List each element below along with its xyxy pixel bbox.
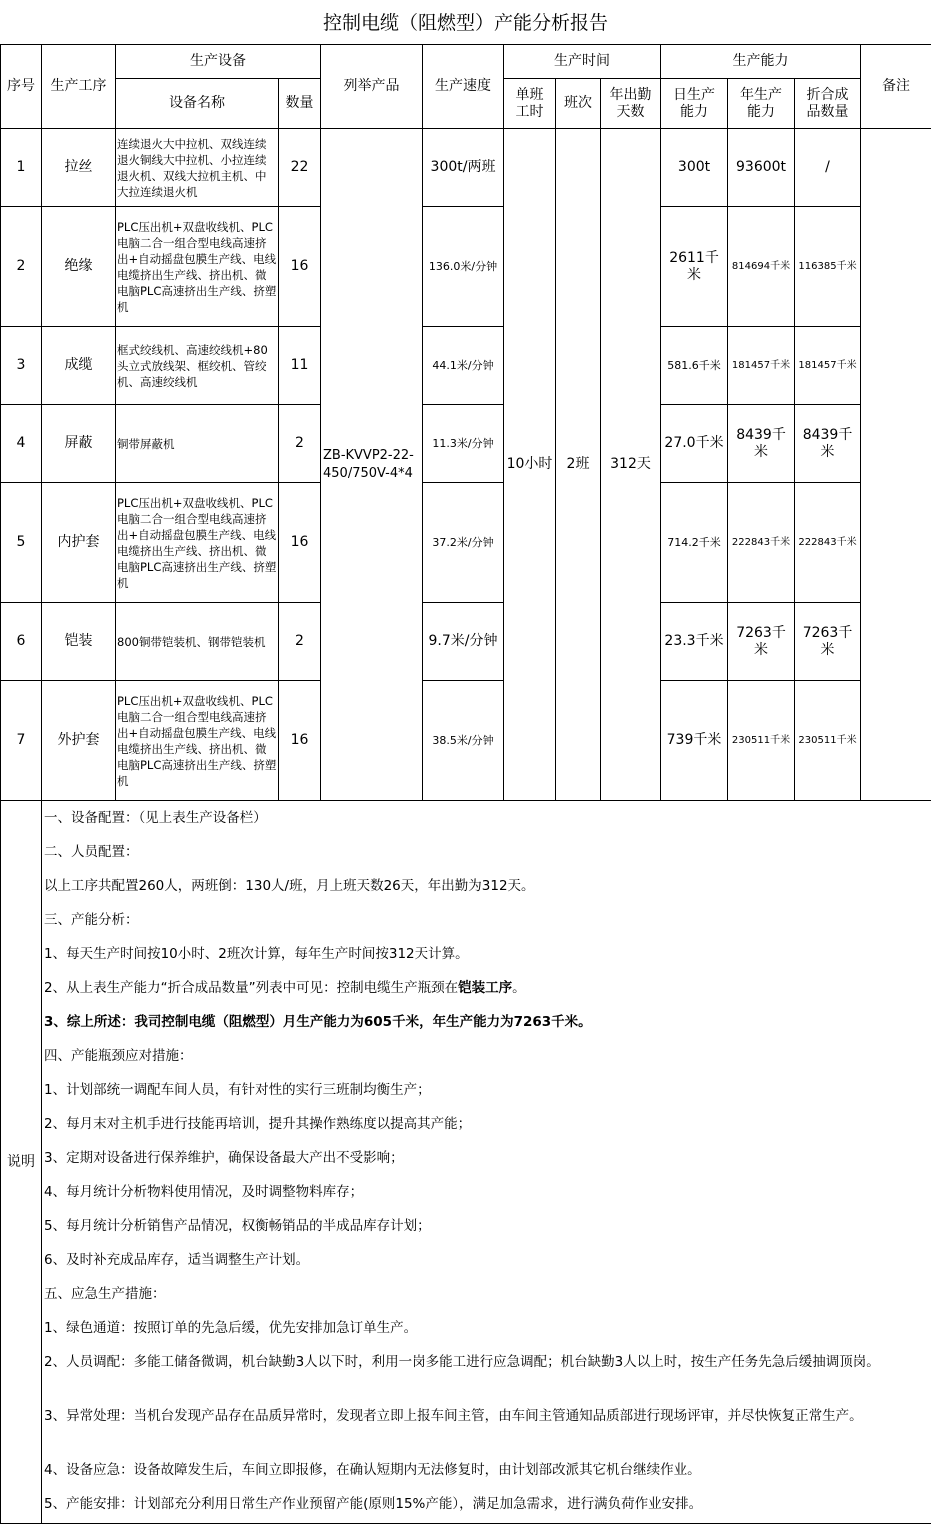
cell-daily: 714.2千米 (661, 483, 728, 603)
cell-converted: / (795, 129, 861, 207)
note-line: 2、每月末对主机手进行技能再培训，提升其操作熟练度以提高其产能； (42, 1115, 471, 1133)
cell-converted: 8439千米 (795, 405, 861, 483)
cell-seq: 5 (1, 483, 42, 603)
header-capacity-group: 生产能力 (661, 45, 861, 79)
cell-qty: 22 (279, 129, 321, 207)
header-equipment-group: 生产设备 (116, 45, 321, 79)
cell-shift-hours: 10小时 (504, 129, 556, 801)
cell-daily: 739千米 (661, 681, 728, 801)
note-line: 3、定期对设备进行保养维护，确保设备最大产出不受影响； (42, 1149, 404, 1167)
note-line (42, 979, 526, 997)
cell-qty: 11 (279, 327, 321, 405)
cell-equipment: 800铜带铠装机、钢带铠装机 (116, 603, 279, 681)
cell-speed: 11.3米/分钟 (423, 405, 504, 483)
note-line: 5、每月统计分析销售产品情况，权衡畅销品的半成品库存计划； (42, 1217, 431, 1235)
cell-equipment: PLC压出机+双盘收线机、PLC电脑二合一组合型电线高速挤出+自动摇盘包膜生产线、电线电缆挤出生产线、挤出机、微电脑PLC高速挤出生产线、挤塑机 (116, 483, 279, 603)
note-highlight: 铠装工序 (458, 980, 512, 996)
cell-shifts: 2班 (556, 129, 601, 801)
cell-process: 外护套 (42, 681, 116, 801)
note-line: 以上工序共配置260人，两班倒：130人/班，月上班天数26天，年出勤为312天。 (42, 877, 535, 895)
cell-process: 成缆 (42, 327, 116, 405)
cell-qty: 16 (279, 207, 321, 327)
cell-daily: 581.6千米 (661, 327, 728, 405)
header-process: 生产工序 (42, 45, 116, 129)
table-row (1, 681, 931, 801)
header-remark: 备注 (861, 45, 931, 129)
cell-process: 内护套 (42, 483, 116, 603)
cell-annual: 222843千米 (728, 483, 795, 603)
cell-product: ZB-KVVP2-22-450/750V-4*4 (321, 129, 423, 801)
note-line: 4、每月统计分析物料使用情况，及时调整物料库存； (42, 1183, 363, 1201)
cell-qty: 16 (279, 483, 321, 603)
cell-speed: 37.2米/分钟 (423, 483, 504, 603)
note-line: 6、及时补充成品库存，适当调整生产计划。 (42, 1251, 309, 1269)
note-line: 2、人员调配：多能工储备微调，机台缺勤3人以下时，利用一岗多能工进行应急调配；机台缺勤3人以上时，按生产任务先急后缓抽调顶岗。 (42, 1353, 920, 1371)
header-equipment-name: 设备名称 (116, 79, 279, 129)
header-seq: 序号 (1, 45, 42, 129)
header-speed: 生产速度 (423, 45, 504, 129)
table-row (1, 483, 931, 603)
note-line: 二、人员配置： (42, 843, 139, 861)
cell-annual: 814694千米 (728, 207, 795, 327)
cell-daily: 300t (661, 129, 728, 207)
cell-converted: 181457千米 (795, 327, 861, 405)
cell-speed: 136.0米/分钟 (423, 207, 504, 327)
cell-remark (861, 129, 931, 801)
note-text: 2、从上表生产能力“折合成品数量”列表中可见：控制电缆生产瓶颈在 (44, 980, 458, 996)
header-shifts: 班次 (556, 79, 601, 129)
cell-annual: 230511千米 (728, 681, 795, 801)
cell-seq: 6 (1, 603, 42, 681)
report-title: 控制电缆（阻燃型）产能分析报告 (0, 0, 931, 44)
cell-daily: 2611千米 (661, 207, 728, 327)
capacity-table (0, 44, 931, 1524)
note-line: 1、计划部统一调配车间人员，有针对性的实行三班制均衡生产； (42, 1081, 431, 1099)
cell-speed: 9.7米/分钟 (423, 603, 504, 681)
cell-seq: 1 (1, 129, 42, 207)
note-line: 四、产能瓶颈应对措施： (42, 1047, 193, 1065)
header-row-1 (1, 45, 931, 79)
table-row (1, 405, 931, 483)
header-product: 列举产品 (321, 45, 423, 129)
note-line: 一、设备配置：（见上表生产设备栏） (42, 809, 267, 827)
cell-process: 绝缘 (42, 207, 116, 327)
header-annual-days: 年出勤 天数 (601, 79, 661, 129)
header-converted-qty: 折合成 品数量 (795, 79, 861, 129)
cell-speed: 38.5米/分钟 (423, 681, 504, 801)
cell-converted: 116385千米 (795, 207, 861, 327)
cell-speed: 44.1米/分钟 (423, 327, 504, 405)
notes-content (42, 801, 931, 1524)
cell-annual: 8439千米 (728, 405, 795, 483)
cell-seq: 3 (1, 327, 42, 405)
note-line: 三、产能分析： (42, 911, 139, 929)
cell-daily: 23.3千米 (661, 603, 728, 681)
cell-equipment: 连续退火大中拉机、双线连续退火铜线大中拉机、小拉连续退火机、双线大拉机主机、中大拉连续退火机 (116, 129, 279, 207)
cell-qty: 2 (279, 603, 321, 681)
cell-process: 铠装 (42, 603, 116, 681)
header-quantity: 数量 (279, 79, 321, 129)
cell-qty: 2 (279, 405, 321, 483)
cell-equipment: PLC压出机+双盘收线机、PLC电脑二合一组合型电线高速挤出+自动摇盘包膜生产线、电线电缆挤出生产线、挤出机、微电脑PLC高速挤出生产线、挤塑机 (116, 681, 279, 801)
cell-process: 拉丝 (42, 129, 116, 207)
note-line: 5、产能安排：计划部充分利用日常生产作业预留产能(原则15%产能），满足加急需求，进行满负荷作业安排。 (42, 1495, 702, 1513)
table-row (1, 603, 931, 681)
table-row (1, 129, 931, 207)
table-row (1, 327, 931, 405)
cell-annual: 7263千米 (728, 603, 795, 681)
cell-seq: 7 (1, 681, 42, 801)
notes-label: 说明 (1, 801, 42, 1524)
cell-converted: 222843千米 (795, 483, 861, 603)
note-line: 1、每天生产时间按10小时、2班次计算，每年生产时间按312天计算。 (42, 945, 469, 963)
note-line: 1、绿色通道：按照订单的先急后缓，优先安排加急订单生产。 (42, 1319, 417, 1337)
header-daily-capacity: 日生产 能力 (661, 79, 728, 129)
header-time-group: 生产时间 (504, 45, 661, 79)
note-text: 。 (512, 980, 526, 996)
header-shift-time: 单班 工时 (504, 79, 556, 129)
note-line: 3、异常处理：当机台发现产品存在品质异常时，发现者立即上报车间主管，由车间主管通知品质部进行现场评审，并尽快恢复正常生产。 (42, 1407, 920, 1425)
header-annual-capacity: 年生产 能力 (728, 79, 795, 129)
cell-process: 屏蔽 (42, 405, 116, 483)
note-line: 4、设备应急：设备故障发生后，车间立即报修，在确认短期内无法修复时，由计划部改派其它机台继续作业。 (42, 1461, 701, 1479)
cell-converted: 7263千米 (795, 603, 861, 681)
cell-equipment: 框式绞线机、高速绞线机+80头立式放线架、框绞机、管绞机、高速绞线机 (116, 327, 279, 405)
cell-qty: 16 (279, 681, 321, 801)
cell-equipment: PLC压出机+双盘收线机、PLC电脑二合一组合型电线高速挤出+自动摇盘包膜生产线、电线电缆挤出生产线、挤出机、微电脑PLC高速挤出生产线、挤塑机 (116, 207, 279, 327)
cell-seq: 2 (1, 207, 42, 327)
cell-daily: 27.0千米 (661, 405, 728, 483)
note-line: 五、应急生产措施： (42, 1285, 166, 1303)
cell-equipment: 铜带屏蔽机 (116, 405, 279, 483)
cell-days: 312天 (601, 129, 661, 801)
cell-speed: 300t/两班 (423, 129, 504, 207)
cell-seq: 4 (1, 405, 42, 483)
notes-row (1, 801, 931, 1524)
cell-converted: 230511千米 (795, 681, 861, 801)
cell-annual: 181457千米 (728, 327, 795, 405)
note-line: 3、综上所述：我司控制电缆（阻燃型）月生产能力为605千米，年生产能力为7263千米。 (42, 1013, 592, 1031)
table-row (1, 207, 931, 327)
cell-annual: 93600t (728, 129, 795, 207)
